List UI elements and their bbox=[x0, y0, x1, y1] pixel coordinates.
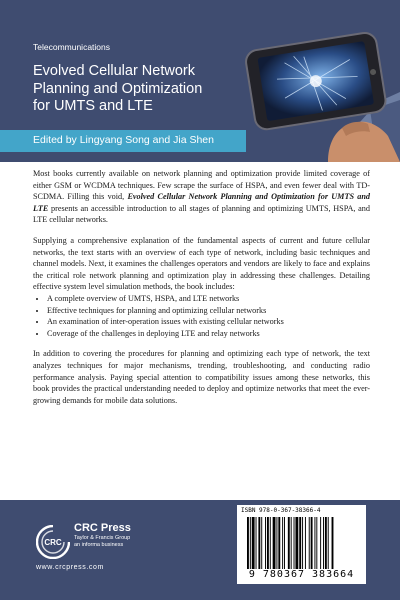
barcode-bar bbox=[325, 517, 327, 569]
title-line: Evolved Cellular Network bbox=[33, 63, 195, 79]
paragraph: In addition to covering the procedures for planning and optimizing each type of network, the text analyzes techniques for major mechanisms, trending, troubleshooting, and conducting radio performance analysis. Paying special attention to compatibility issues among these networks, this book provides the practical understanding needed to deploy and optimize networks that meet the ever-growing demands for mobile data solutions. bbox=[33, 349, 370, 405]
barcode-bar bbox=[288, 517, 290, 569]
cover-header bbox=[0, 0, 400, 162]
title-line: Planning and Optimization bbox=[33, 80, 203, 97]
paragraph: Supplying a comprehensive explanation of the fundamental aspects of current and future cellular networks, the text starts with an overview of each type of network, including basic techniques and channel models. Next, it examines the challenges operators and vendors are likely to face and explains the critical role network planning and optimization play in addressing these challenges. Detailing effective system level simulation methods, the book includes: bbox=[33, 235, 370, 292]
barcode-bar bbox=[294, 517, 295, 569]
barcode-bar bbox=[256, 517, 257, 569]
barcode-bar bbox=[270, 517, 271, 569]
list-item: • Effective techniques for planning and optimizing cellular networks bbox=[47, 305, 370, 317]
emphasized-title: Evolved Cellular Network Planning and Optimization for UMTS and LTE bbox=[33, 192, 370, 213]
publisher-url: www.crcpress.com bbox=[36, 564, 104, 571]
barcode-bar bbox=[302, 517, 303, 569]
publisher-group: Taylor & Francis Group bbox=[74, 535, 131, 541]
barcode-bar bbox=[258, 517, 260, 569]
cover-footer bbox=[0, 500, 400, 600]
barcode-bar bbox=[273, 517, 276, 569]
publisher-name: CRC Press bbox=[74, 522, 131, 534]
barcode-bar bbox=[278, 517, 280, 569]
barcode-bar bbox=[309, 517, 310, 569]
barcode-bar bbox=[265, 517, 266, 569]
barcode-bar bbox=[328, 517, 329, 569]
barcode-bar bbox=[291, 517, 292, 569]
logo-text: CRC bbox=[44, 538, 62, 547]
paragraph-text: presents an accessible introduction to all stages of planning and optimizing UMTS, HSPA, and LTE cellular networks. bbox=[33, 203, 370, 225]
title-line: for UMTS and LTE bbox=[33, 98, 153, 114]
list-item: • Coverage of the challenges in deploying LTE and relay networks bbox=[47, 328, 370, 340]
paragraph-text: Most books currently available on network planning and optimization provide limited coverage of either GSM or WCDMA techniques. Few scrape the surface of HSPA, and even fewer deal with TD-SCDMA. Filling this void, bbox=[33, 169, 370, 202]
barcode-bar bbox=[314, 517, 315, 569]
barcode-bar bbox=[261, 517, 262, 569]
barcode-bar bbox=[323, 517, 324, 569]
barcode-digits: 9 780367 383664 bbox=[248, 569, 355, 580]
publisher-business: an informa business bbox=[74, 542, 124, 548]
barcode-bar bbox=[282, 517, 283, 569]
paragraph bbox=[33, 168, 370, 226]
barcode-bar bbox=[295, 517, 298, 569]
barcode-bar bbox=[305, 517, 306, 569]
barcode-panel bbox=[237, 505, 366, 584]
barcode-bar bbox=[247, 517, 249, 569]
isbn-text: ISBN 978-0-367-38366-4 bbox=[241, 507, 321, 514]
barcode-bar bbox=[316, 517, 317, 569]
barcode-bar bbox=[332, 517, 334, 569]
barcode-bar bbox=[299, 517, 301, 569]
description-text bbox=[33, 168, 370, 415]
barcode-bar bbox=[250, 517, 251, 569]
book-title bbox=[33, 63, 233, 116]
barcode-bar bbox=[284, 517, 285, 569]
crc-press-logo bbox=[36, 525, 70, 559]
category-label: Telecommunications bbox=[33, 42, 111, 52]
barcode-bar bbox=[311, 517, 313, 569]
barcode-bar bbox=[252, 517, 255, 569]
barcode-bar bbox=[320, 517, 321, 569]
barcode-bar bbox=[267, 517, 269, 569]
smartphone-in-hand-image bbox=[228, 12, 400, 162]
description-panel bbox=[0, 162, 400, 500]
barcode-bar bbox=[276, 517, 277, 569]
list-item: • An examination of inter-operation issues with existing cellular networks bbox=[47, 316, 370, 328]
list-item: • A complete overview of UMTS, HSPA, and LTE networks bbox=[47, 293, 370, 305]
publisher-info bbox=[74, 522, 131, 549]
editors-banner bbox=[0, 130, 246, 152]
barcode bbox=[247, 517, 359, 569]
feature-list bbox=[33, 293, 370, 339]
editors-credit: Edited by Lingyang Song and Jia Shen bbox=[33, 134, 214, 146]
